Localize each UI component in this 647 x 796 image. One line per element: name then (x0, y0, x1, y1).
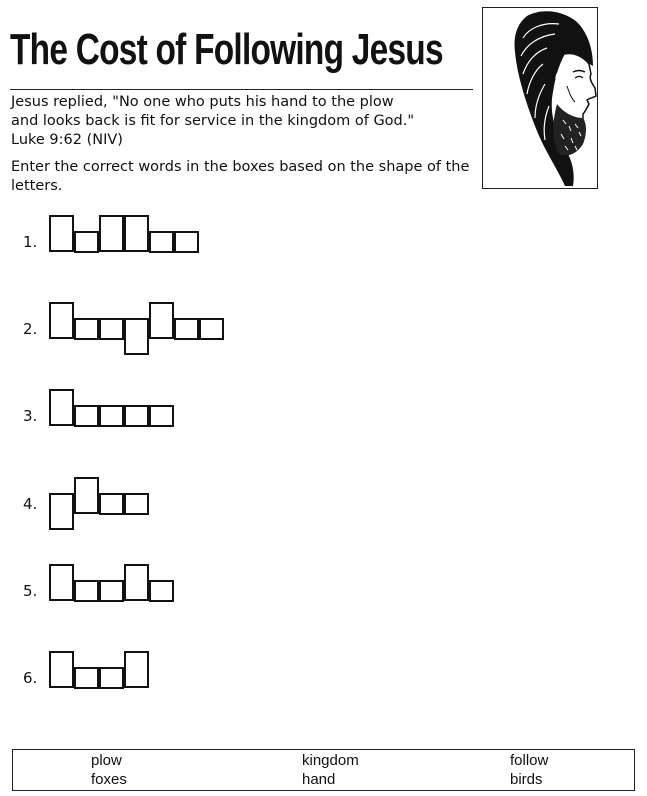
letter-box-short[interactable] (74, 667, 99, 689)
word-bank-item: hand (302, 771, 336, 788)
letter-box-descender[interactable] (49, 493, 74, 530)
word-bank-item: foxes (91, 771, 127, 788)
letter-box-short[interactable] (124, 493, 149, 515)
letter-box-short[interactable] (149, 231, 174, 253)
quote-line: Jesus replied, "No one who puts his hand to the plow (11, 94, 394, 110)
letter-box-tall[interactable] (49, 651, 74, 688)
letter-box-tall[interactable] (49, 564, 74, 601)
instructions-text: Enter the correct words in the boxes based on the shape of the letters. (11, 159, 470, 194)
letter-box-short[interactable] (149, 405, 174, 427)
letter-box-short[interactable] (99, 318, 124, 340)
letter-box-short[interactable] (174, 318, 199, 340)
letter-box-short[interactable] (74, 231, 99, 253)
letter-box-short[interactable] (99, 493, 124, 515)
letter-box-tall[interactable] (49, 389, 74, 426)
puzzle-number: 2. (23, 320, 38, 338)
letter-box-tall[interactable] (99, 215, 124, 252)
letter-box-short[interactable] (74, 405, 99, 427)
letter-box-short[interactable] (124, 405, 149, 427)
word-bank (12, 749, 635, 791)
word-bank-item: kingdom (302, 752, 359, 769)
worksheet-title: The Cost of Following Jesus (10, 25, 443, 74)
word-bank-item: birds (510, 771, 543, 788)
letter-box-short[interactable] (74, 318, 99, 340)
letter-box-tall[interactable] (124, 215, 149, 252)
letter-box-short[interactable] (199, 318, 224, 340)
letter-box-short[interactable] (99, 667, 124, 689)
puzzle-number: 5. (23, 582, 38, 600)
puzzle-number: 1. (23, 233, 38, 251)
letter-box-short[interactable] (174, 231, 199, 253)
quote-line: and looks back is fit for service in the kingdom of God." (11, 113, 415, 129)
puzzle-number: 4. (23, 495, 38, 513)
letter-box-tall[interactable] (49, 302, 74, 339)
puzzle-number: 6. (23, 669, 38, 687)
letter-box-short[interactable] (99, 580, 124, 602)
letter-box-short[interactable] (149, 580, 174, 602)
letter-box-short[interactable] (99, 405, 124, 427)
word-bank-item: follow (510, 752, 549, 769)
quote-reference: Luke 9:62 (NIV) (11, 132, 123, 148)
letter-box-tall[interactable] (149, 302, 174, 339)
letter-box-tall[interactable] (49, 215, 74, 252)
letter-box-tall[interactable] (74, 477, 99, 514)
letter-box-tall[interactable] (124, 564, 149, 601)
letter-box-descender[interactable] (124, 318, 149, 355)
letter-box-short[interactable] (74, 580, 99, 602)
word-bank-item: plow (91, 752, 122, 769)
letter-box-tall[interactable] (124, 651, 149, 688)
puzzle-number: 3. (23, 407, 38, 425)
